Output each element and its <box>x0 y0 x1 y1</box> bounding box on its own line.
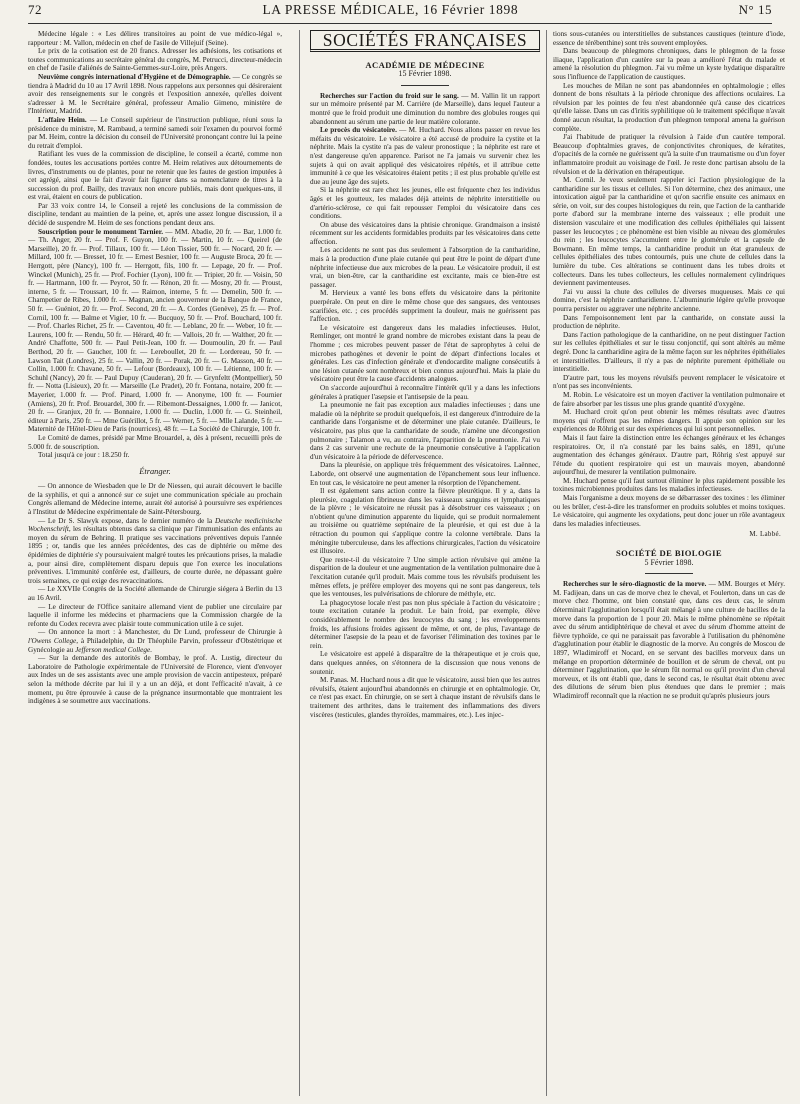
paragraph: M. Hervieux a vanté les bons effets du vésicatoire dans la péritonite puerpérale. On peut en dire le même chose que des sangsues, des ventouses scarifiées, etc. ; ces procédés suppriment la douleur, mais ne guérissent pas l'affection. <box>310 289 540 324</box>
text-run: — On annonce la mort : à Manchester, du Dr Lund, professeur de Chirurgie à <box>38 628 282 637</box>
paragraph <box>553 580 785 700</box>
text-run: , les résultats obtenus dans sa clinique par l'immunisation des enfants au moyen du sérum de Behring. Il pratique ses vaccinations préventives depuis l'année 1895 ; or, tandis que les années précédentes, des cas de diphtérie ou même des épidémies de diphtérie s'y poursuivaient malgré toutes les précautions prises, la maladie a, pour ainsi dire, complètement disparu depuis que l'on exerce les inoculations préventives. L'immunité conférée est, d'ailleurs, de courte durée, ne dépassant guère trois semaines, ce qui exige des revaccinations. <box>28 525 282 585</box>
paragraph: Par 33 voix contre 14, le Conseil a rejeté les conclusions de la commission de discipline, tendant au maintien de la peine, et, après une assez longue discussion, il a décidé de suspendre M. Heim de ses fonctions pendant deux ans. <box>28 201 282 228</box>
paragraph: — Le XXVIIe Congrès de la Société allemande de Chirurgie siégera à Berlin du 13 au 16 Avril. <box>28 585 282 602</box>
paragraph: Le vésicatoire est dangereux dans les maladies infectieuses. Hulot, Remlinger, ont montré le grand nombre de microbes existant dans la peau de l'homme ; ces microbes peuvent passer de l'état de saprophytes à celui de microbes pathogènes et devenir le point de départ d'infections locales et générales. Les cas d'infection générale et d'endocardite maligne consécutifs à une lésion cutanée sont nombreux et bien connus aujourd'hui. Mais la plaie du vésicatoire peut être la cause d'accidents analogues. <box>310 323 540 384</box>
text-run: , à Philadelphie, du Dr Théophile Parvin, professeur d'Obstétrique et Gynécologie au <box>28 636 282 654</box>
item-text: — Le Conseil supérieur de l'instruction publique, réuni sous la présidence du ministre, M. Rambaud, a terminé samedi soir l'examen du pourvoi formé par M. Heim, contre la décision du conseil de l'Université prononçant contre lui la peine du retrait d'emploi. <box>28 115 282 150</box>
divider <box>401 85 449 86</box>
column-divider <box>546 30 547 1096</box>
paragraph <box>28 116 282 150</box>
item-text: — M. Huchard. Nous allons passer en revue les méfaits du vésicatoire. Le vésicatoire a été accusé de produire la cystite et la néphrite. Mais la cystite n'a pas de valeur pronostique ; la néphrite est rare et n'est dangereuse qu'en apparence. Parisot ne l'a jamais vu survenir chez les sujets à qui on avait appliqué des vésicatoires répétés, et il attribue cette immunité à ce que les vésicatoires étaient petits ; il est plus probable qu'elle est due au jeune âge des sujets. <box>310 126 540 186</box>
paragraph: On abuse des vésicatoires dans la phtisie chronique. Grandmaison a insisté récemment sur les accidents formidables produits par les vésicatoires dans cette affection. <box>310 220 540 246</box>
paragraph: — On annonce de Wiesbaden que le Dr de Niessen, qui aurait découvert le bacille de la syphilis, et qui a annoncé sur ce sujet une communication spéciale au prochain Congrès allemand de Médecine interne, aurait été autorisé à poursuivre ses expériences à l'Institut de Médecine expérimentale de Saint-Pétersbourg. <box>28 482 282 517</box>
college-name: Jefferson medical College <box>75 645 151 654</box>
paragraph <box>28 628 282 654</box>
paragraph: Que reste-t-il du vésicatoire ? Une simple action révulsive qui amène la disparition de la douleur et une augmentation de la ventilation pulmonaire due à l'excitation cutanée qu'il produit. Mais comme tous les révulsifs produisent les mêmes effets, je préfère employer des moyens qui ne sont pas dangereux, tels que les ventouses, les pulvérisations de chlorure de méthyle, etc. <box>310 555 540 599</box>
item-heading: Le procès du vésicatoire. <box>320 126 397 135</box>
paragraph: D'autre part, tous les moyens révulsifs peuvent remplacer le vésicatoire et n'ont pas ses inconvénients. <box>553 373 785 391</box>
society-title: ACADÉMIE DE MÉDECINE <box>365 59 485 70</box>
item-text: — MM. Abadie, 20 fr. — Bar, 1.000 fr. — Th. Anger, 20 fr. — Prof. F. Guyon, 100 fr. — Martin, 10 fr. — Queirel (de Marseille), 20 fr. — Prof. Tillaux, 100 fr. — Léon Tissier, 500 fr. — Nocard, 20 fr. — Millard, 100 fr. — Bresset, 10 fr. — Ernest Besnier, 100 fr. — Auguste Broca, 20 fr. — Herrgott, père (Nancy), 100 fr. — Herrgott, fils, 100 fr. — Lepage, 20 fr. — Prof. Winckel (Munich), 25 fr. — Prof. Fochier (Lyon), 100 fr. — Tripier, 20 fr. — Voisin, 50 fr. — Hartmann, 100 fr. — Peyrot, 50 fr. — Rénon, 20 fr. — Mosny, 20 fr. — Proust, interne, 5 fr. — Troussart, 10 fr. — Raimon, interne, 5 fr. — Demelin, 500 fr. — Champetier de Ribes, 1.000 fr. — Magnan, ancien gouverneur de la Banque de France, 50 fr. — Guéniot, 20 fr. — Prof. Second, 20 fr. — A. Cordes (Genève), 25 fr. — Prof. Cornil, 100 fr. — Balme et Vigier, 10 fr. — Bucquoy, 50 fr. — Prof. Bouchard, 100 fr. — Prof. Charles Richet, 25 fr. — Caventou, 40 fr. — Leblanc, 20 fr. — Weber, 10 fr. — Laurens, 100 fr. — Rendu, 50 fr. — Hérard, 40 fr. — Vallois, 20 fr. — Walther, 20 fr. — André Chaffotte, 500 fr. — Paul Petit-Jean, 100 fr. — Doumoulin, 20 fr. — Paul Berthod, 20 fr. — Gaucher, 100 fr. — Lereboullet, 20 fr. — Lordereau, 50 fr. — Lawson Tait (Londres), 25 fr. — Vallin, 20 fr. — Porak, 20 fr. — G. Masson, 40 fr. — Collin, 1.000 fr. Chavane, 50 fr. — Lefour (Bordeaux), 100 fr. — Létienne, 100 fr. — Schuhl (Nancy), 20 fr. — Paul Dupuy (Cauderan), 20 fr. — Grynfeltt (Montpellier), 50 fr. — Notta (Lisieux), 20 fr. — Marseille (Le Pradet), 20 fr. Fontana, notaire, 200 fr. — Mayerier, 1.000 fr. — Prof. Pinard, 1.000 fr. — Anonyme, 100 fr. — Fournier (Amiens), 20 fr. Prof. Brouardel, 300 fr. — Ribemont-Dessaignes, 1.000 fr. — Janicot, 20 fr. — Granjux, 20 fr. — Bonnaire, 1.000 fr. — Duclin, 1.000 fr. — G. Steinheil, éditeur à Paris, 250 fr. — Mme Guérillot, 5 fr. — Werner, 5 fr. — Mlle Lalande, 5 fr. — Maternité de l'Hôtel-Dieu de Paris (nourrices), 48 fr. — La Société de Chirurgie, 100 fr. <box>28 227 282 434</box>
paragraph: La phagocytose locale n'est pas non plus spéciale à l'action du vésicatoire ; toute excitation cutanée la produit. Le bain froid, par exemple, élève considérablement le nombre des leucocytes du sang ; les enveloppements froids, les affusions froides agissent de même, et ont, de plus, l'avantage de déterminer l'asepsie de la peau et de favoriser l'élimination des toxines par le rein. <box>310 598 540 650</box>
paragraph: J'ai l'habitude de pratiquer la révulsion à l'aide d'un cautère temporal. Beaucoup d'ophtalmies graves, de conjonctivites chroniques, de kératites, d'opacités de la cornée ne guérissent qu'à la suite d'un traumatisme ou d'un foyer inflammatoire produit au voisinage de l'œil. Je reste donc partisan absolu de la révulsion et de la dérivation en thérapeutique. <box>553 133 785 176</box>
paragraph: Mais l'organisme a deux moyens de se débarrasser des toxines : les éliminer ou les brûler, c'est-à-dire les transformer en produits solubles et moins toxiques. Le vésicatoire, qui augmente les oxydations, peut donc jouer un rôle avantageux dans les maladies infectieuses. <box>553 494 785 528</box>
item-heading: L'affaire Heim. <box>38 115 87 124</box>
running-header <box>28 2 772 22</box>
paragraph: Si la néphrite est rare chez les jeunes, elle est fréquente chez les individus âgés et les goutteux, les malades déjà atteints de néphrite interstitielle ou d'artério-sclérose, ce qui fait repousser l'emploi du vésicatoire dans ces conditions. <box>310 186 540 221</box>
paragraph: — Le directeur de l'Office sanitaire allemand vient de publier une circulaire par laquelle il informe les médecins et pharmaciens que la Commission chargée de la refonte du Codex recevra avec plaisir toute communication utile à ce sujet. <box>28 602 282 628</box>
society-date: 15 Février 1898. <box>398 69 452 79</box>
paragraph: Il est également sans action contre la fièvre pleurétique. Il y a, dans la pleurésie, coagulation fibrineuse dans les vaisseaux sanguins et lymphatiques de la plèvre ; le vésicatoire ne réussit pas à désobstruer ces vaisseaux ; on n'obtient qu'une diminution apparente du liquide, qui se produit normalement au troisième ou quatrième septénaire de la pleurésie, et qui est due à la rétraction du poumon qui s'applique contre la colonne vertébrale. Dans la méningite tuberculeuse, dans les affections chirurgicales, l'action du vésicatoire est illusoire. <box>310 487 540 556</box>
paragraph: Mais il faut faire la distinction entre les échanges généraux et les échanges respiratoires. Or, il n'a constaté par les bains salés, en 1891, qu'une augmentation des échanges généraux. D'autre part, Röhrig s'est appuyé sur l'étude du quotient respiratoire qui est un mauvais moyen, abandonné aujourd'hui, de mesurer la ventilation pulmonaire. <box>553 433 785 477</box>
paragraph <box>310 126 540 186</box>
divider <box>645 573 693 574</box>
paragraph: Le vésicatoire est appelé à disparaître de la thérapeutique et je crois que, dans quelques années, on s'étonnera de la discussion que nous venons de soutenir. <box>310 650 540 676</box>
paragraph: Dans la pleurésie, on applique très fréquemment des vésicatoires. Laënnec, Laborde, ont observé une augmentation de l'épanchement sous leur influence. En tout cas, le vésicatoire ne peut amener la résorption de l'épanchement. <box>310 461 540 487</box>
paragraph: J'ai vu aussi la chute des cellules de diverses muqueuses. Mais ce qui domine, c'est la néphrite cantharidienne. L'albuminurie légère qu'elle provoque pourra persister ou aggraver une néphrite ancienne. <box>553 287 785 313</box>
paragraph: On s'accorde aujourd'hui à reconnaître l'intérêt qu'il y a dans les infections générales à pratiquer l'asepsie et l'antisepsie de la peau. <box>310 383 540 401</box>
text-run: . <box>150 645 152 654</box>
paragraph: Dans l'empoisonnement lent par la cantharide, on constate aussi la production de néphrite. <box>553 313 785 331</box>
item-text: — MM. Bourges et Méry. M. Fadijean, dans un cas de morve chez le cheval, et Foulerton, dans un cas de morve chez l'homme, ont bien constaté que, dans ces deux cas, le sérum déterminait l'agglutination lorsqu'il était mélangé à une culture de bacilles de la morve dans la proportion de 1 pour 20. Mais le même phénomène se répétait avec du sérum antidiphtérique de cheval et avec du sérum d'homme atteint de fièvre typhoïde, ce qui ne paraissait pas favorable à l'utilisation du phénomène d'agglutination pour établir le diagnostic de la morve. Au congrès de Moscou de 1897, Wladimiroff et Nocard, en se servant des bacilles morveux dans un mélange en proportion déterminée de bouillon et de sérum de cheval, ont pu déterminer l'agglutination, que le sérum fût normal ou qu'il provint d'un cheval morveux, et ils ont établi que, dans le second cas, le résultat était obtenu avec des dilutions de sérum bien plus étendues que dans le premier ; mais Wladimiroff reconnaît que la réaction ne se produit qu'après plusieurs jours <box>553 580 785 700</box>
paragraph: M. Panas. M. Huchard nous a dit que le vésicatoire, aussi bien que les autres révulsifs, étaient aujourd'hui abandonnés en chirurgie et en ophtalmologie. Or, ce n'est pas exact. En chirurgie, on se sert à chaque instant de révulsifs dans le traitement des arthrites, dans le traitement des inflammations des divers viscères (testicules, glandes thyroïdes, mammaires, etc.). Les injec- <box>310 676 540 719</box>
college-name: l'Owens College <box>28 636 77 645</box>
item-text: — M. Vallin lit un rapport sur un mémoire présenté par M. Carrière (de Marseille), dans lequel l'auteur a montré que le froid produit une diminution du nombre des globules rouges qui abandonnent au sérum une partie de leur matière colorante. <box>310 91 540 126</box>
paragraph: Dans l'action pathologique de la cantharidine, on ne peut distinguer l'action sur les cellules épithéliales et sur le tissu conjonctif, qui sont altérés au même degré. Donc la cantharidine agira de la même façon sur les néphrites épithéliales et interstitielles. D'ailleurs, il n'y a pas de néphrite purement épithéliale ou interstitielle. <box>553 330 785 374</box>
paragraph: M. Huchard pense qu'il faut surtout éliminer le plus rapidement possible les toxines microbiennes produites dans les maladies infectieuses. <box>553 476 785 494</box>
item-heading: Neuvième congrès international d'Hygiène et de Démographie. <box>38 72 231 81</box>
paragraph: La pneumonie ne fait pas exception aux maladies infectieuses ; dans une maladie où la néphrite se produit quelquefois, il est dangereux d'introduire de la cantharide dans l'organisme et de déterminer une plaie cutanée. D'ailleurs, le vésicatoire, pas plus que la cantharidate de soude, n'amène une décongestion pulmonaire ; Talamon a vu, au contraire, l'apparition de la pneumonie. J'ai vu dans 2 cas survenir une rechute de la pneumonie consécutive à l'application d'un vésicatoire à la période de défervescence. <box>310 401 540 461</box>
society-date: 5 Février 1898. <box>644 557 694 567</box>
section-banner: SOCIÉTÉS FRANÇAISES <box>310 30 540 52</box>
publication-title: LA PRESSE MÉDICALE, 16 Février 1898 <box>262 2 519 17</box>
section-subheading: Étranger. <box>139 466 171 476</box>
item-heading: Recherches sur le séro-diagnostic de la morve. <box>563 580 707 589</box>
paragraph: tions sous-cutanées ou interstitielles de substances caustiques (teinture d'iode, essence de térébenthine) sont très souvent employées. <box>553 30 785 47</box>
column-continuation <box>553 30 785 1096</box>
column-divider <box>299 30 300 1096</box>
paragraph <box>28 73 282 116</box>
paragraph: M. Cornil. Je veux seulement rappeler ici l'action physiologique de la cantharidine sur les tissus et cellules. Si l'on détermine, chez des animaux, une intoxication aiguë par la cantharidine et qu'on sacrifie ensuite ces animaux en série, on voit, sur des coupes histologiques du rein, que l'action de la cantharide porte d'abord sur la membrane interne des vaisseaux ; elle produit une distension vasculaire et une modification des cellules épithéliales qui laissent passer les leucocytes ; ce phénomène est bien visible au niveau des glomérules du rein ; les leucocytes s'accumulent entre le glomérule et la capsule de Bowmann. En même temps, la cantharidine produit un état granuleux de cellules épithéliales des tubes contournés, puis une chute de cellules dans la lumière du tube. Ces altérations se continuent dans les tubes droits et collecteurs. Dans les tubes collecteurs, les cellules normalement cylindriques deviennent pavimenteuses. <box>553 176 785 288</box>
paragraph: Les accidents ne sont pas dus seulement à l'absorption de la cantharidine, mais à la production d'une plaie cutanée qui peut être le point de départ d'une néphrite infectieuse due aux microbes de la peau. Le vésicatoire produit, il est vrai, un bien-être, car la cantharidine est excitante, mais ce bien-être est passager. <box>310 246 540 289</box>
item-heading: Recherches sur l'action du froid sur le sang. <box>320 91 459 100</box>
paragraph <box>310 92 540 126</box>
paragraph: Dans beaucoup de phlegmons chroniques, dans le phlegmon de la fosse iliaque, l'application d'un cautère sur la peau a amélioré l'état du malade et amené la résolution du phlegmon. J'ai vu même un kyste hydatique disparaître sous l'influence de l'application de caustiques. <box>553 47 785 81</box>
paragraph <box>28 228 282 434</box>
paragraph: — Sur la demande des autorités de Bombay, le prof. A. Lustig, directeur du Laboratoire de Pathologie expérimentale de l'Université de Florence, vient d'envoyer aux Indes un de ses assistants avec une ample provision de vaccin antipesteux, préparé selon la méthode décrite par lui il y a un an déjà, et dont l'efficacité n'avait, à ce moment, pu être éprouvée à cause de la prégnance insurmontable que montraient les indigènes à se soumettre aux vaccinations. <box>28 654 282 706</box>
paragraph: Médecine légale : « Les délires transitoires au point de vue médico-légal », rapporteur : M. Vallon, médecin en chef de l'asile de Villejuif (Seine). <box>28 30 282 47</box>
paragraph: Le prix de la cotisation est de 20 francs. Adresser les adhésions, les cotisations et toutes communications au secrétaire général du congrès, M. Petrucci, directeur-médecin en chef de l'asile d'aliénés de Sainte-Gemmes-sur-Loire, près Angers. <box>28 47 282 73</box>
paragraph: Ratifiant les vues de la commission de discipline, le conseil a écarté, comme non fondées, toutes les accusations portées contre M. Heim relatives aux détournements de livres, d'instruments ou de plantes, pour ne retenir que les fautes de gestion imputées à cet agrégé, ainsi que le fait d'avoir fait figurer dans sa nomenclature de titres à la succession du prof. Bailly, des travaux non encore publiés, mais dont quelques-uns, il est vrai, étaient en cours de publication. <box>28 150 282 202</box>
text-run: — Le Dr S. Slawyk expose, dans le dernier numéro de la <box>38 516 215 525</box>
page-number: 72 <box>28 2 42 17</box>
society-title: SOCIÉTÉ DE BIOLOGIE <box>616 548 722 559</box>
paragraph: Le Comité de dames, présidé par Mme Brouardel, a, dès à présent, recueilli près de 5.000 fr. de souscription. <box>28 433 282 451</box>
paragraph <box>28 517 282 586</box>
author-signature: M. Labbé. <box>749 530 781 539</box>
paragraph: M. Huchard croit qu'on peut obtenir les mêmes résultats avec d'autres moyens qui n'offrent pas les mêmes dangers. Il appuie son opinion sur les expériences de Röhrig et sur des expériences qui lui sont personnelles. <box>553 408 785 434</box>
paragraph: M. Robin. Le vésicatoire est un moyen d'activer la ventilation pulmonaire et de faire absorber par les tissus une plus grande quantité d'oxygène. <box>553 390 785 408</box>
issue-number: N° 15 <box>738 2 772 17</box>
item-heading: Souscription pour le monument Tarnier. <box>38 227 164 236</box>
header-rule <box>28 23 772 24</box>
paragraph: Total jusqu'à ce jour : 18.250 fr. <box>38 451 130 460</box>
paragraph: Les mouches de Milan ne sont pas abandonnées en ophtalmologie ; elles donnent de bons résultats à la période chronique des affections oculaires. La révulsion par les pointes de feu n'est abandonnée qu'à cause des cicatrices qu'elle laisse. Dans un cas d'iritis syphilitique où le traitement spécifique n'avait donné aucun résultat, la production d'un phlegmon temporal amena la guérison complète. <box>553 81 785 133</box>
item-text: — Ce congrès se tiendra à Madrid du 10 au 17 Avril 1898. Nous rappelons aux personnes qui désireraient avoir des renseignements sur le congrès et l'exposition annexée, qu'elles doivent s'adresser à M. le Secrétaire général, professeur Amalio Gimeno, ministère de l'Intérieur, Madrid. <box>28 72 282 116</box>
column-news <box>28 30 282 1096</box>
column-societies <box>310 30 540 1096</box>
journal-title: Deutsche medicinische Wochenschrift <box>28 516 282 534</box>
